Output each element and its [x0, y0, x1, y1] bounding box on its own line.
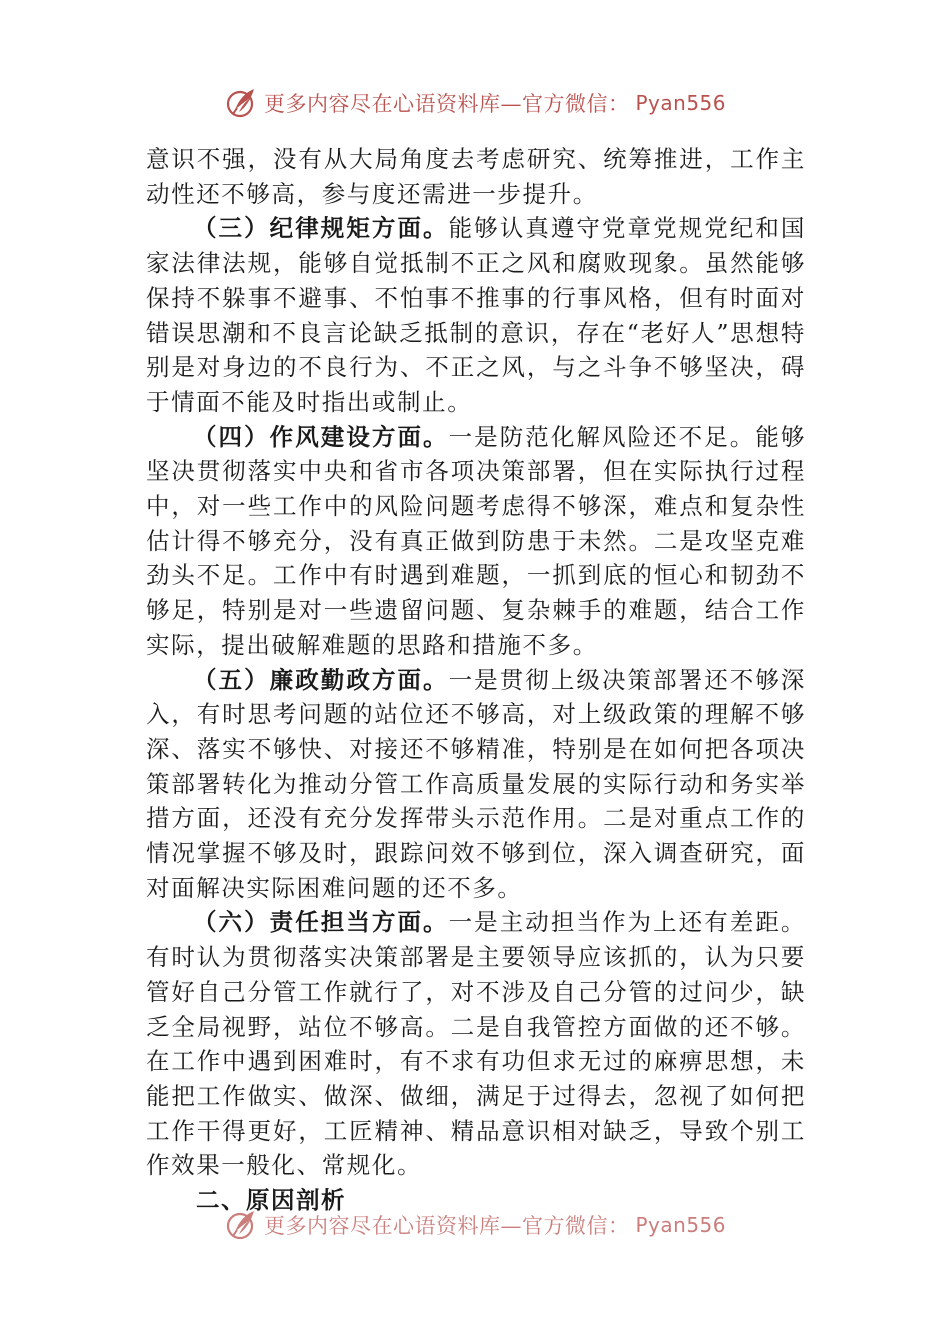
watermark-wechat-id: Pyan556 [635, 91, 726, 115]
feather-pen-logo-icon [224, 86, 258, 120]
paragraph-integrity [146, 663, 806, 906]
paragraph-body: 一是防范化解风险还不足。能够坚决贯彻落实中央和省市各项决策部署，但在实际执行过程中，对一些工作中的风险问题考虑得不够深，难点和复杂性估计得不够充分，没有真正做到防患于未然。二是攻坚克难劲头不足。工作中有时遇到难题，一抓到底的恒心和韧劲不够足，特别是对一些遗留问题、复杂棘手的难题，结合工作实际，提出破解难题的思路和措施不多。 [146, 422, 806, 659]
watermark-footer [0, 1208, 950, 1242]
paragraph-work-style [146, 420, 806, 663]
document-body [146, 142, 806, 1218]
paragraph-lead: （三）纪律规矩方面。 [193, 214, 449, 243]
paragraph-body: 意识不强，没有从大局角度去考虑研究、统筹推进，工作主动性还不够高，参与度还需进一步提升。 [146, 145, 806, 208]
paragraph-body: 一是贯彻上级决策部署还不够深入，有时思考问题的站位还不够高，对上级政策的理解不够深、落实不够快、对接还不够精准，特别是在如何把各项决策部署转化为推动分管工作高质量发展的实际行动和务实举措方面，还没有充分发挥带头示范作用。二是对重点工作的情况掌握不够及时，跟踪问效不够到位，深入调查研究，面对面解决实际困难问题的还不多。 [146, 665, 806, 902]
paragraph-continuation [146, 142, 806, 211]
paragraph-discipline [146, 211, 806, 419]
paragraph-responsibility [146, 905, 806, 1183]
watermark-text: 更多内容尽在心语资料库—官方微信： [263, 92, 630, 116]
watermark-header [0, 86, 950, 120]
paragraph-lead: （四）作风建设方面。 [193, 422, 449, 451]
paragraph-lead: （六）责任担当方面。 [193, 908, 449, 937]
feather-pen-logo-icon [224, 1208, 258, 1242]
watermark-wechat-id: Pyan556 [635, 1213, 726, 1237]
paragraph-body: 能够认真遵守党章党规党纪和国家法律法规，能够自觉抵制不正之风和腐败现象。虽然能够保持不躲事不避事、不怕事不推事的行事风格，但有时面对错误思潮和不良言论缺乏抵制的意识，存在“老好人”思想特别是对身边的不良行为、不正之风，与之斗争不够坚决，碍于情面不能及时指出或制止。 [146, 214, 806, 416]
section-heading: 二、原因剖析 [196, 1186, 346, 1215]
watermark-text: 更多内容尽在心语资料库—官方微信： [263, 1214, 630, 1238]
paragraph-lead: （五）廉政勤政方面。 [193, 665, 449, 694]
paragraph-body: 一是主动担当作为上还有差距。有时认为贯彻落实决策部署是主要领导应该抓的，认为只要管好自己分管工作就行了，对不涉及自己分管的过问少，缺乏全局视野，站位不够高。二是自我管控方面做的还不够。在工作中遇到困难时，有不求有功但求无过的麻痹思想，未能把工作做实、做深、做细，满足于过得去，忽视了如何把工作干得更好，工匠精神、精品意识相对缺乏，导致个别工作效果一般化、常规化。 [146, 908, 806, 1180]
